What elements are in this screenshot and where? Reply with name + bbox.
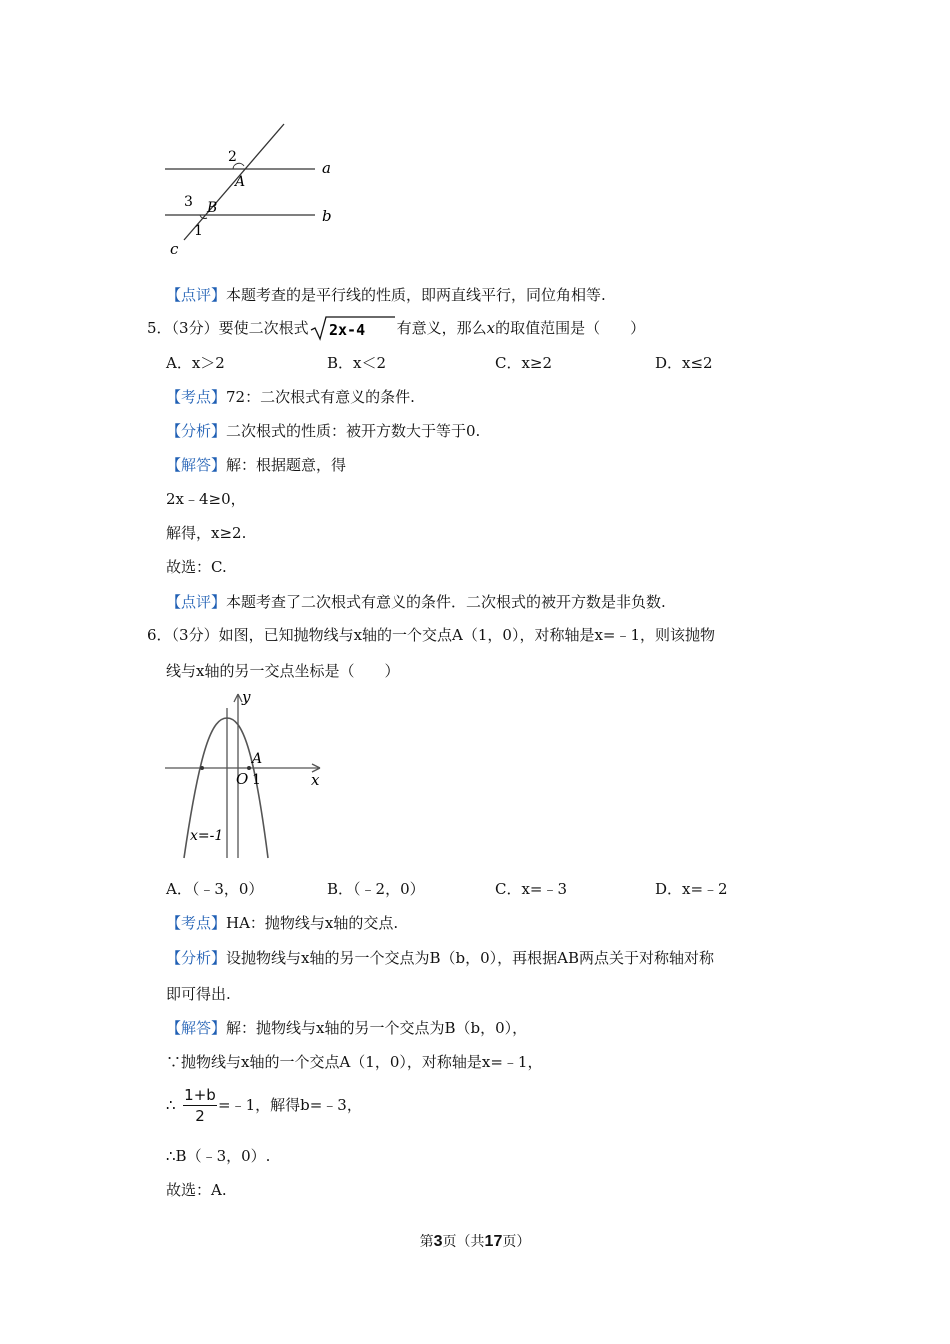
label-B: B — [207, 200, 218, 216]
q5-option-a: A．x＞2 — [166, 354, 225, 372]
axis-y-label: y — [242, 688, 251, 706]
q6-result: ∴B（﹣3，0）. — [166, 1147, 271, 1165]
label-1: 1 — [194, 223, 203, 239]
q5-stem-end: 的取值范围是（ ） — [495, 319, 646, 337]
kaodian-tag: 【考点】 — [166, 388, 227, 406]
fraction-numerator: 1+b — [184, 1086, 216, 1104]
q5-option-c: C．x≥2 — [495, 354, 553, 372]
fraction — [183, 1086, 217, 1125]
fraction-bar — [183, 1105, 217, 1106]
therefore-symbol: ∴ — [166, 1096, 176, 1114]
q4-review — [166, 285, 606, 305]
footer-pre: 第 — [419, 1234, 434, 1250]
jieda-tag: 【解答】 — [166, 456, 227, 474]
label-a: a — [322, 159, 331, 177]
q6-stem-line1: 6．（3分）如图，已知抛物线与x轴的一个交点A（1，0），对称轴是x=﹣1，则该抛物 — [147, 626, 716, 644]
q5-option-d: D．x≤2 — [655, 354, 713, 372]
q6-fenxi-line1 — [166, 948, 714, 968]
fenxi-tag: 【分析】 — [166, 422, 227, 440]
q6-therefore-fraction — [166, 1095, 176, 1115]
axis-x-label: x — [311, 771, 320, 789]
q6-option-b: B．（﹣2，0） — [327, 880, 425, 898]
q6-jieda — [166, 1018, 527, 1038]
q5-jieda — [166, 455, 346, 475]
review-text: 本题考查的是平行线的性质，即两直线平行，同位角相等. — [226, 286, 606, 304]
dianping-tag: 【点评】 — [166, 593, 227, 611]
q5-step1: 2x﹣4≥0， — [166, 490, 246, 508]
page-number: 3 — [433, 1233, 443, 1250]
review-tag: 【点评】 — [166, 286, 227, 304]
q6-option-d: D．x=﹣2 — [655, 880, 728, 898]
origin-label: O — [236, 770, 249, 788]
q5-step2: 解得，x≥2. — [166, 524, 247, 542]
q5-dianping — [166, 592, 666, 612]
label-A: A — [235, 174, 246, 190]
q6-option-c: C．x=﹣3 — [495, 880, 568, 898]
jieda-tag: 【解答】 — [166, 1019, 227, 1037]
page-total: 17 — [484, 1233, 503, 1250]
parallel-lines-figure — [160, 120, 360, 260]
q5-choose: 故选：C. — [166, 558, 227, 576]
footer-post: 页） — [502, 1234, 531, 1250]
page-footer — [0, 1232, 950, 1252]
q6-because: ∵抛物线与x轴的一个交点A（1，0），对称轴是x=﹣1， — [166, 1053, 543, 1071]
q6-option-a: A．（﹣3，0） — [166, 880, 264, 898]
q5-fenxi — [166, 421, 480, 441]
label-3: 3 — [184, 194, 193, 210]
q6-kaodian — [166, 913, 398, 933]
kaodian-tag: 【考点】 — [166, 914, 227, 932]
q6-stem-line2: 线与x轴的另一交点坐标是（ ） — [166, 662, 400, 680]
label-2: 2 — [228, 149, 237, 165]
kaodian-text: HA：抛物线与x轴的交点. — [226, 914, 399, 932]
label-c: c — [170, 240, 179, 258]
symmetry-axis-label: x=-1 — [190, 828, 224, 844]
fenxi-text: 设抛物线与x轴的另一个交点为B（b，0），再根据AB两点关于对称轴对称 — [226, 949, 715, 967]
jieda-text: 解：抛物线与x轴的另一个交点为B（b，0）， — [226, 1019, 528, 1037]
radicand: 2x-4 — [328, 321, 365, 339]
footer-mid: 页（共 — [442, 1234, 485, 1250]
sqrt-expression — [309, 315, 397, 341]
tick-1-label: 1 — [252, 772, 261, 788]
q6-therefore-rest: =﹣1，解得b=﹣3， — [218, 1096, 362, 1114]
dianping-text: 本题考查了二次根式有意义的条件．二次根式的被开方数是非负数. — [226, 593, 666, 611]
q5-stem-mid: 有意义，那么 — [396, 319, 487, 337]
kaodian-text: 72：二次根式有意义的条件. — [226, 388, 415, 406]
parabola-figure — [160, 688, 330, 860]
q6-fenxi-line2: 即可得出. — [166, 985, 231, 1003]
q5-kaodian — [166, 387, 415, 407]
q5-stem-start: 5．（3分）要使二次根式 — [147, 319, 309, 337]
q6-choose: 故选：A. — [166, 1181, 227, 1199]
fraction-denominator: 2 — [195, 1107, 205, 1125]
fenxi-text: 二次根式的性质：被开方数大于等于0. — [226, 422, 481, 440]
jieda-text: 解：根据题意，得 — [226, 456, 347, 474]
q5-stem — [147, 316, 645, 342]
label-b: b — [322, 207, 332, 225]
q5-option-b: B．x＜2 — [327, 354, 387, 372]
point-A-label: A — [252, 751, 263, 767]
q5-var: x — [486, 319, 496, 337]
fenxi-tag: 【分析】 — [166, 949, 227, 967]
